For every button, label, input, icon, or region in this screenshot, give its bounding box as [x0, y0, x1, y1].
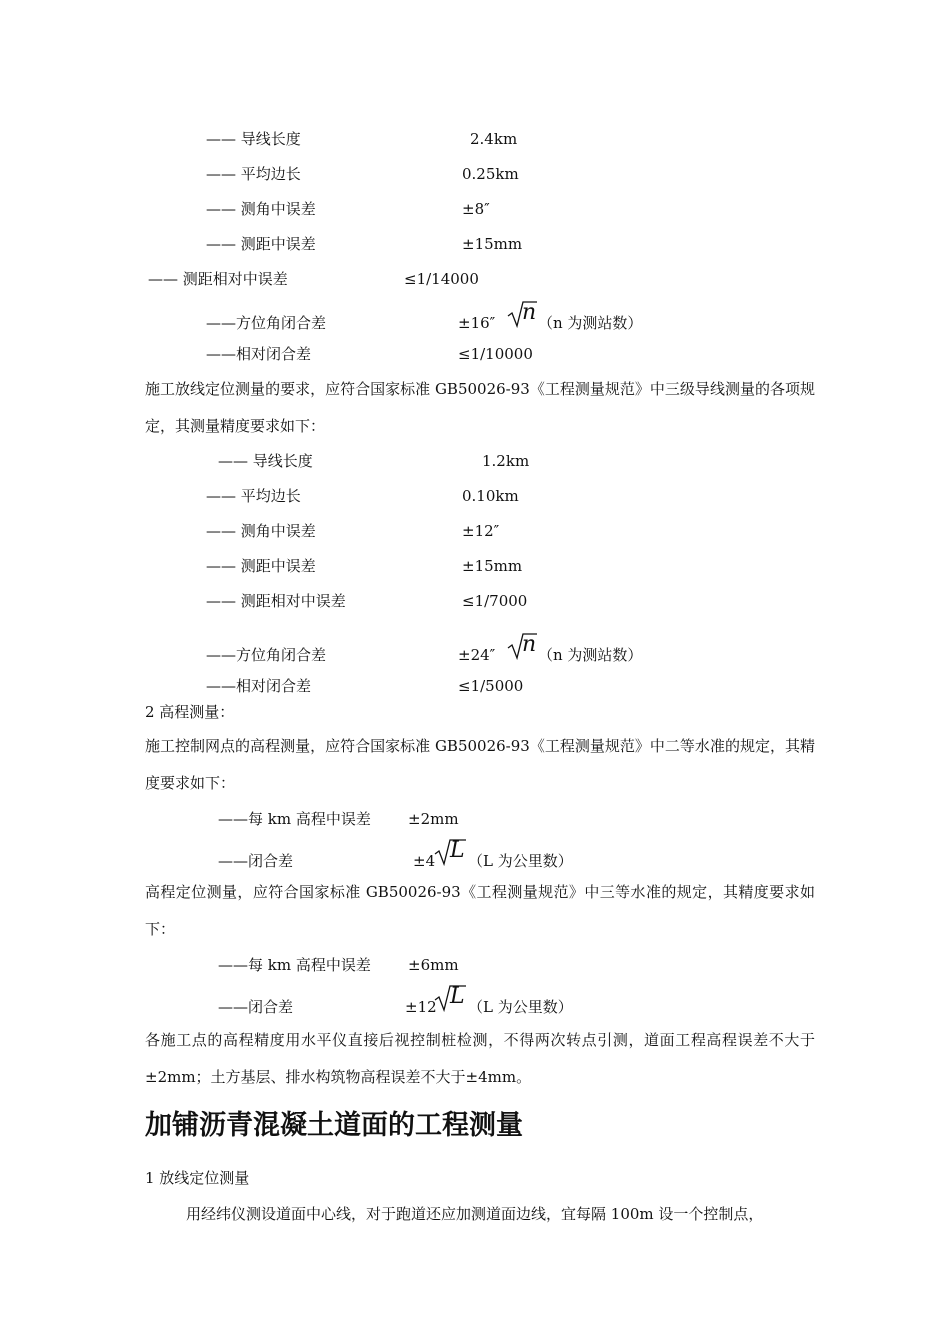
list3-note-2: （L 为公里数） — [468, 852, 573, 870]
list2-value-4: ±15mm — [462, 557, 523, 575]
list2-label-3: —— 测角中误差 — [206, 522, 316, 540]
list1-value-2: 0.25km — [462, 165, 519, 183]
list1-label-3: —— 测角中误差 — [206, 200, 316, 218]
paragraph-1: 施工放线定位测量的要求，应符合国家标准 GB50026-93《工程测量规范》中三级导线测量的各项规定，其测量精度要求如下： — [145, 380, 815, 435]
list1-label-7: ——相对闭合差 — [206, 345, 312, 363]
list2-label-5: —— 测距相对中误差 — [206, 592, 346, 610]
list1-value-3: ±8″ — [462, 200, 490, 218]
list1-value-5: ≤1/14000 — [404, 270, 479, 288]
root-symbol: n — [522, 300, 537, 325]
list1-value-1: 2.4km — [470, 130, 518, 148]
list2-label-2: —— 平均边长 — [206, 487, 301, 505]
paragraph-4: 各施工点的高程精度用水平仪直接后视控制桩检测，不得两次转点引测，道面工程高程误差不大于±2mm；土方基层、排水构筑物高程误差不大于±4mm。 — [145, 1031, 815, 1086]
list3-value-2: ±4 — [413, 852, 436, 870]
list1-label-5: —— 测距相对中误差 — [148, 270, 288, 288]
list2-label-7: ——相对闭合差 — [206, 677, 312, 695]
list1-label-2: —— 平均边长 — [206, 165, 301, 183]
list1-label-1: —— 导线长度 — [206, 130, 301, 148]
list2-value-3: ±12″ — [462, 522, 500, 540]
list2-value-1: 1.2km — [482, 452, 530, 470]
section-2-title: 2 高程测量： — [145, 703, 235, 721]
list1-note-6: （n 为测站数） — [538, 314, 643, 332]
paragraph-2: 施工控制网点的高程测量，应符合国家标准 GB50026-93《工程测量规范》中二等水准的规定，其精度要求如下： — [145, 737, 815, 792]
list2-label-6: ——方位角闭合差 — [206, 646, 327, 664]
list4-note-2: （L 为公里数） — [468, 998, 573, 1016]
section-heading: 加铺沥青混凝土道面的工程测量 — [145, 1110, 523, 1141]
subsection-title: 1 放线定位测量 — [145, 1169, 250, 1187]
list1-value-4: ±15mm — [462, 235, 523, 253]
paragraph-5: 用经纬仪测设道面中心线，对于跑道还应加测道面边线，宜每隔 100m 设一个控制点， — [186, 1205, 764, 1223]
list3-label-1: ——每 km 高程中误差 — [218, 810, 371, 828]
list2-value-6: ±24″ — [458, 646, 496, 664]
list2-label-1: —— 导线长度 — [218, 452, 313, 470]
list1-value-7: ≤1/10000 — [458, 345, 533, 363]
list4-label-1: ——每 km 高程中误差 — [218, 956, 371, 974]
list2-value-5: ≤1/7000 — [462, 592, 528, 610]
list2-note-6: （n 为测站数） — [538, 646, 643, 664]
list4-value-2: ±12 — [405, 998, 437, 1016]
list2-value-7: ≤1/5000 — [458, 677, 524, 695]
list1-value-6: ±16″ — [458, 314, 496, 332]
list3-value-1: ±2mm — [408, 810, 459, 828]
list4-label-2: ——闭合差 — [218, 998, 294, 1016]
list4-value-1: ±6mm — [408, 956, 459, 974]
root-symbol: n — [522, 632, 537, 657]
list2-label-4: —— 测距中误差 — [206, 557, 316, 575]
list1-label-4: —— 测距中误差 — [206, 235, 316, 253]
list2-value-2: 0.10km — [462, 487, 519, 505]
list3-label-2: ——闭合差 — [218, 852, 294, 870]
root-symbol: L — [450, 984, 465, 1009]
root-symbol: L — [450, 838, 465, 863]
paragraph-3: 高程定位测量，应符合国家标准 GB50026-93《工程测量规范》中三等水准的规定，其精度要求如下： — [145, 883, 815, 938]
list1-label-6: ——方位角闭合差 — [206, 314, 327, 332]
